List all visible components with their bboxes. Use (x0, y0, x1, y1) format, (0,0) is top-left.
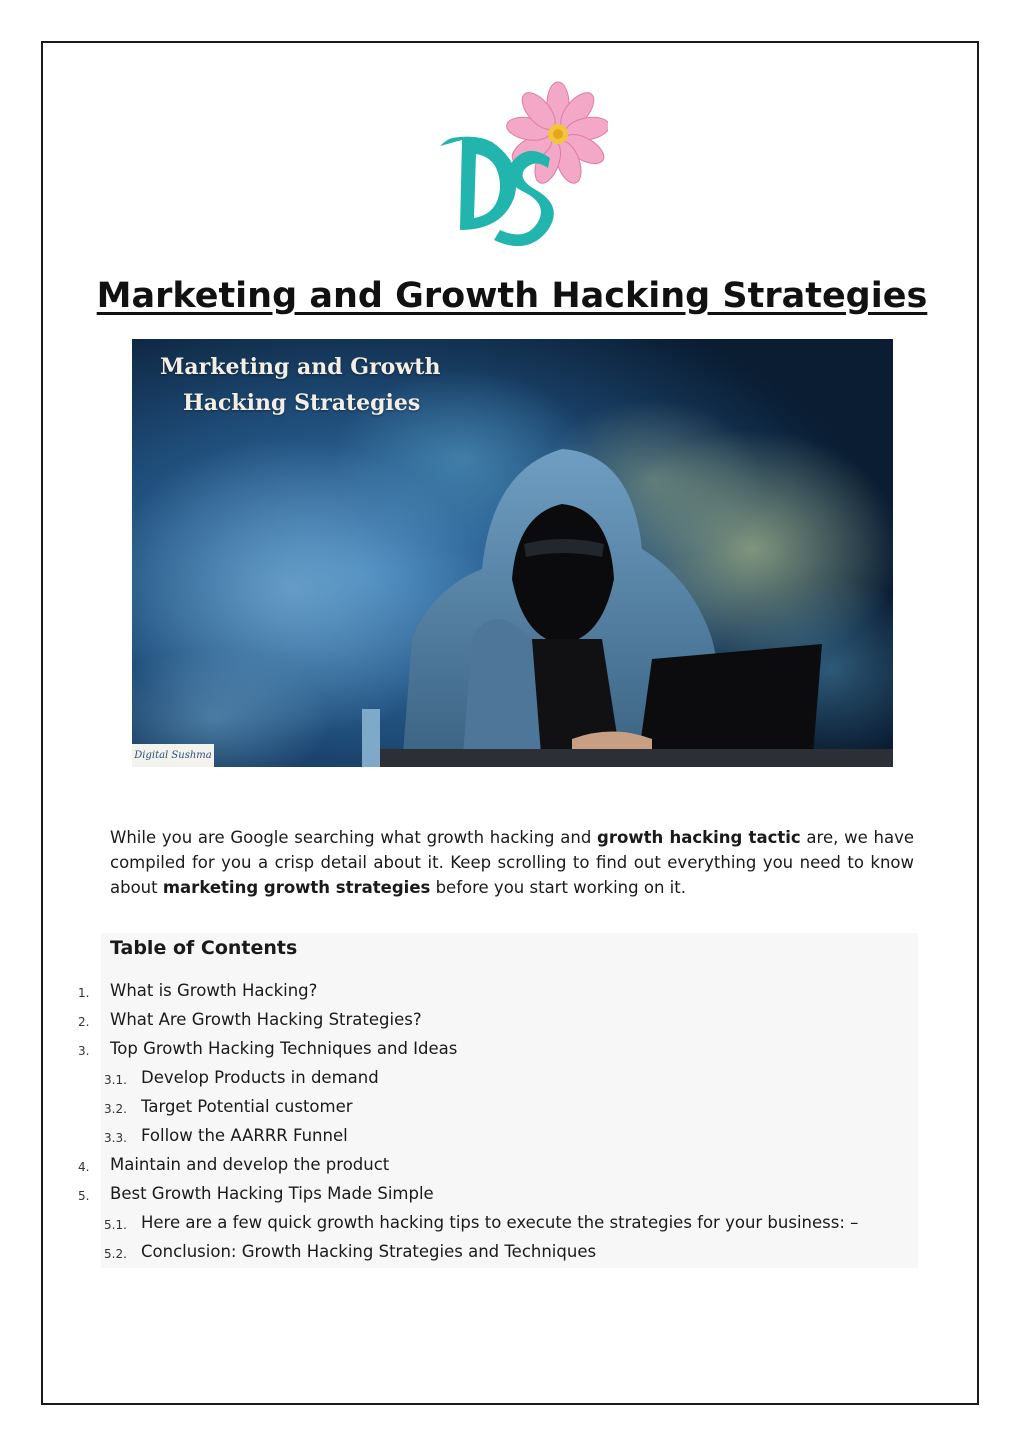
toc-item-number: 4. (78, 1160, 90, 1174)
toc-item-number: 3.1. (104, 1073, 127, 1087)
toc-item-link[interactable]: Best Growth Hacking Tips Made Simple (110, 1184, 434, 1203)
ds-logo (432, 80, 608, 250)
toc-item[interactable] (0, 978, 1024, 1007)
intro-bold-1: growth hacking tactic (597, 828, 801, 847)
toc-item[interactable] (0, 1152, 1024, 1181)
toc-item[interactable] (0, 1007, 1024, 1036)
intro-paragraph (110, 825, 914, 900)
toc-item-link[interactable]: What Are Growth Hacking Strategies? (110, 1010, 422, 1029)
toc-item-link[interactable]: Target Potential customer (141, 1097, 353, 1116)
toc-subitem[interactable] (0, 1210, 1024, 1239)
toc-item[interactable] (0, 1036, 1024, 1065)
toc-list (0, 978, 1024, 1268)
hero-overlay-title (160, 349, 460, 421)
toc-subitem[interactable] (0, 1123, 1024, 1152)
toc-item-link[interactable]: What is Growth Hacking? (110, 981, 318, 1000)
page-title: Marketing and Growth Hacking Strategies (96, 276, 928, 316)
toc-subitem[interactable] (0, 1094, 1024, 1123)
toc-item-number: 1. (78, 986, 90, 1000)
intro-text-2: are, we have compiled for you a crisp detail about it. Keep scrolling to find out everything you need to know about (110, 828, 914, 897)
toc-item-number: 3.2. (104, 1102, 127, 1116)
toc-subitem[interactable] (0, 1239, 1024, 1268)
toc-item[interactable] (0, 1181, 1024, 1210)
toc-item-link[interactable]: Develop Products in demand (141, 1068, 379, 1087)
toc-item-link[interactable]: Conclusion: Growth Hacking Strategies and Techniques (141, 1242, 597, 1261)
toc-item-link[interactable]: Top Growth Hacking Techniques and Ideas (110, 1039, 458, 1058)
toc-item-link[interactable]: Maintain and develop the product (110, 1155, 390, 1174)
toc-item-number: 5.2. (104, 1247, 127, 1261)
intro-text-1: While you are Google searching what growth hacking and (110, 828, 598, 847)
toc-item-number: 3.3. (104, 1131, 127, 1145)
toc-heading: Table of Contents (110, 937, 298, 959)
intro-bold-2: marketing growth strategies (162, 878, 431, 897)
toc-item-link[interactable]: Here are a few quick growth hacking tips to execute the strategies for your business: – (141, 1213, 859, 1232)
toc-item-number: 3. (78, 1044, 90, 1058)
toc-item-number: 5. (78, 1189, 90, 1203)
flower-icon (432, 80, 608, 250)
hero-watermark-badge: Digital Sushma (132, 744, 214, 767)
intro-text-3: before you start working on it. (430, 878, 686, 897)
hero-title-line-1: Marketing and Growth (160, 354, 441, 380)
toc-item-link[interactable]: Follow the AARRR Funnel (141, 1126, 348, 1145)
toc-subitem[interactable] (0, 1065, 1024, 1094)
hero-title-line-2: Hacking Strategies (183, 390, 421, 416)
toc-item-number: 2. (78, 1015, 90, 1029)
toc-item-number: 5.1. (104, 1218, 127, 1232)
